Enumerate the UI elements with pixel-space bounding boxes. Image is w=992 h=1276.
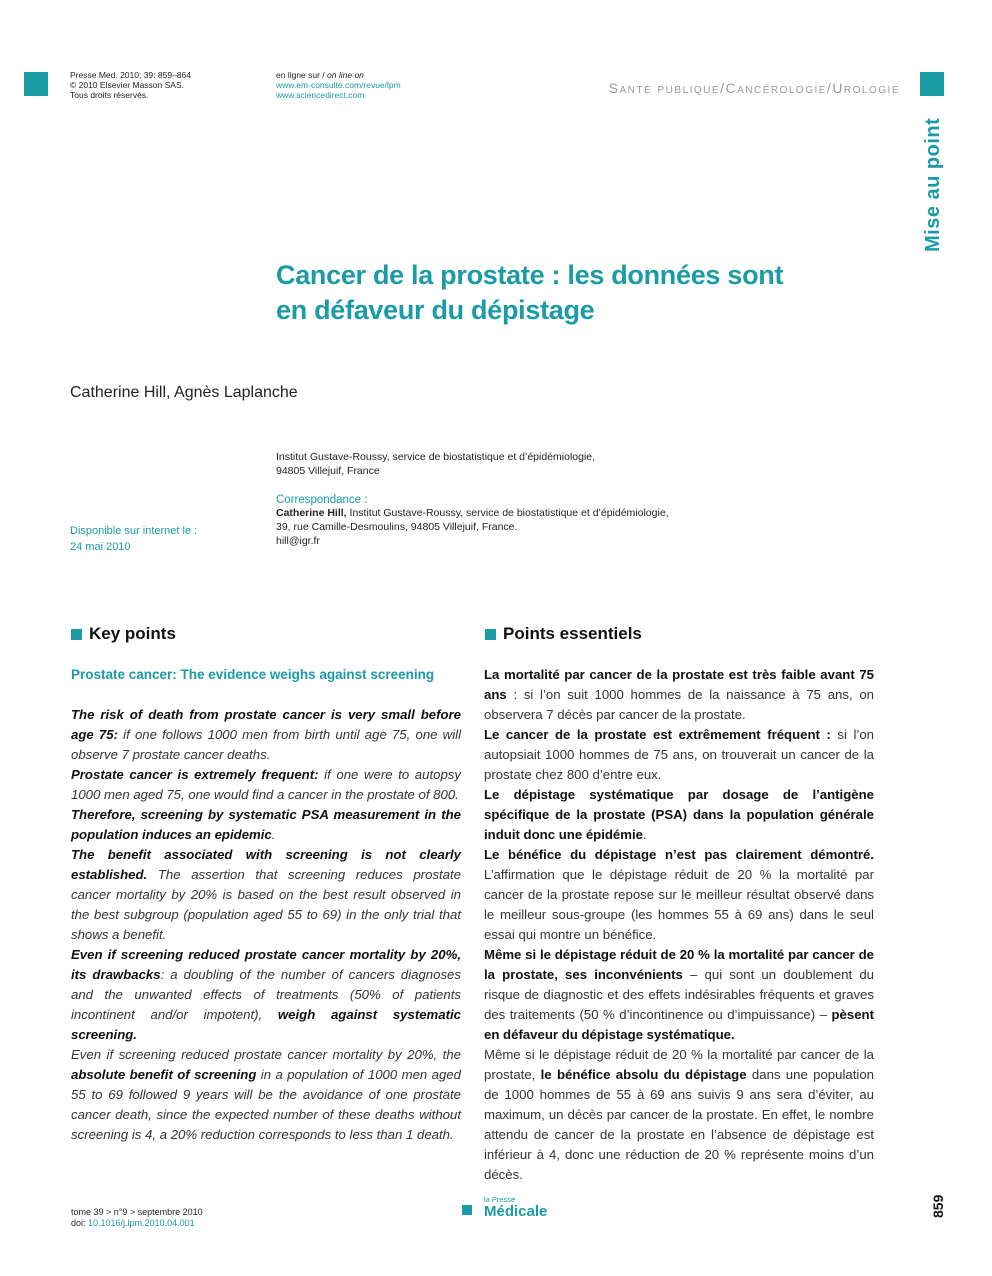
points-essentiels-heading: Points essentiels: [503, 624, 642, 643]
journal-meta: [70, 70, 270, 100]
available-online: Disponible sur internet le : 24 mai 2010: [70, 525, 198, 553]
kp-para-1: The risk of death from prostate cancer is very small before age 75: if one follows 1000 men from birth until age 75, one will observe 7 prostate cancer deaths.: [71, 707, 461, 762]
url-sciencedirect[interactable]: www.sciencedirect.com: [276, 90, 365, 100]
online-meta: [276, 70, 496, 100]
section-heading: Santé publique/Cancérologie/Urologie: [608, 80, 900, 96]
kp-para-3: Therefore, screening by systematic PSA measurement in the population induces an epidemic.: [71, 807, 461, 842]
journal-ref: Presse Med. 2010; 39: 859–864: [70, 70, 191, 80]
points-essentiels-body: [484, 665, 874, 1185]
side-label: Mise au point: [922, 117, 944, 252]
pe-para-1: La mortalité par cancer de la prostate est très faible avant 75 ans : si l’on suit 1000 hommes de la naissance à 75 ans, on observera 7 décès par cancer de la prostate.: [484, 667, 874, 722]
key-points-subtitle: Prostate cancer: The evidence weighs against screening: [71, 667, 435, 682]
authors: Catherine Hill, Agnès Laplanche: [70, 384, 298, 401]
doi-link[interactable]: 10.1016/j.lpm.2010.04.001: [88, 1218, 195, 1228]
pe-para-5: Même si le dépistage réduit de 20 % la mortalité par cancer de la prostate, ses inconvénients – qui sont un doublement du risque de diagnostic et des effets indésirables fréquents et graves des traitements (50 % d’incontinence ou d’impuissance) – pèsent en défaveur du dépistage systématique.: [484, 947, 874, 1042]
logo-big-text: Médicale: [484, 1203, 548, 1220]
online-label: en ligne sur / on line on: [276, 70, 364, 80]
article-title: [276, 258, 896, 328]
affiliation: Institut Gustave-Roussy, service de biostatistique et d’épidémiologie, 94805 Villejuif, France: [276, 451, 596, 477]
kp-para-2: Prostate cancer is extremely frequent: if one were to autopsy 1000 men aged 75, one would find a cancer in the prostate of 800.: [71, 767, 461, 802]
pe-para-2: Le cancer de la prostate est extrêmement fréquent : si l’on autopsiait 1000 hommes de 75 ans, on trouverait un cancer de la prostate chez 800 d’entre eux.: [484, 727, 874, 782]
title-line-1: Cancer de la prostate : les données sont: [276, 260, 784, 290]
page-number: 859: [930, 1194, 946, 1218]
journal-logo: [484, 1196, 547, 1219]
kp-para-4: The benefit associated with screening is not clearly established. The assertion that screening reduces prostate cancer mortality by 20% is based on the best result observed in the best subgroup (population aged 55 to 69) in the only trial that shows a benefit.: [71, 847, 461, 942]
corner-square-left: [24, 72, 48, 96]
kp-para-5: Even if screening reduced prostate cancer mortality by 20%, its drawbacks: a doubling of the number of cancers diagnoses and the unwanted effects of treatments (50% of patients incontinent and/or impotent), weigh against systematic screening.: [71, 947, 462, 1042]
logo-square: [462, 1205, 472, 1215]
url-em-consulte[interactable]: www.em-consulte.com/revue/lpm: [276, 80, 401, 90]
key-points-bullet: [71, 629, 82, 640]
pe-para-4: Le bénéfice du dépistage n’est pas clairement démontré. L’affirmation que le dépistage réduit de 20 % la mortalité par cancer de la prostate repose sur le meilleur résultat observé dans le meilleur sous-groupe (les hommes 55 à 69 ans) dans le seul essai qui montre un bénéfice.: [484, 847, 874, 942]
points-essentiels-bullet: [485, 629, 496, 640]
rights: Tous droits réservés.: [70, 90, 149, 100]
pe-para-6: Même si le dépistage réduit de 20 % la mortalité par cancer de la prostate, le bénéfice absolu du dépistage dans une population de 1000 hommes de 55 à 69 ans suivis 9 ans sera d’éviter, au maximum, un décès par cancer de la prostate. En effet, le nombre attendu de cancer de la prostate en l’absence de dépistage est inférieur à 4, donc une réduction de 20 % représente moins d’un décès.: [484, 1047, 874, 1182]
footer-issue: tome 39 > n°9 > septembre 2010 doi: 10.1016/j.lpm.2010.04.001: [71, 1207, 203, 1228]
title-line-2: en défaveur du dépistage: [276, 295, 595, 325]
corr-email[interactable]: hill@igr.fr: [276, 535, 320, 547]
key-points-heading: Key points: [89, 624, 176, 643]
correspondence-label: Correspondance :: [276, 494, 368, 506]
corner-square-right: [920, 72, 944, 96]
pe-para-3: Le dépistage systématique par dosage de l’antigène spécifique de la prostate (PSA) dans la population générale induit donc une épidémie.: [484, 787, 874, 842]
key-points-body: [71, 705, 461, 1145]
copyright: © 2010 Elsevier Masson SAS.: [70, 80, 184, 90]
logo-small-text: la Presse: [484, 1195, 516, 1204]
kp-para-6: Even if screening reduced prostate cancer mortality by 20%, the absolute benefit of screening in a population of 1000 men aged 55 to 69 followed 9 years will be the avoidance of one prostate cancer death, since the expected number of these deaths without screening is 4, a 20% reduction corresponds to less than 1 death.: [71, 1047, 461, 1142]
correspondence: Correspondance : Catherine Hill, Institut Gustave-Roussy, service de biostatistique et d’épidémiologie, 39, rue Camille-Desmoulins, 94805 Villejuif, France. hill@igr.fr: [276, 494, 736, 548]
